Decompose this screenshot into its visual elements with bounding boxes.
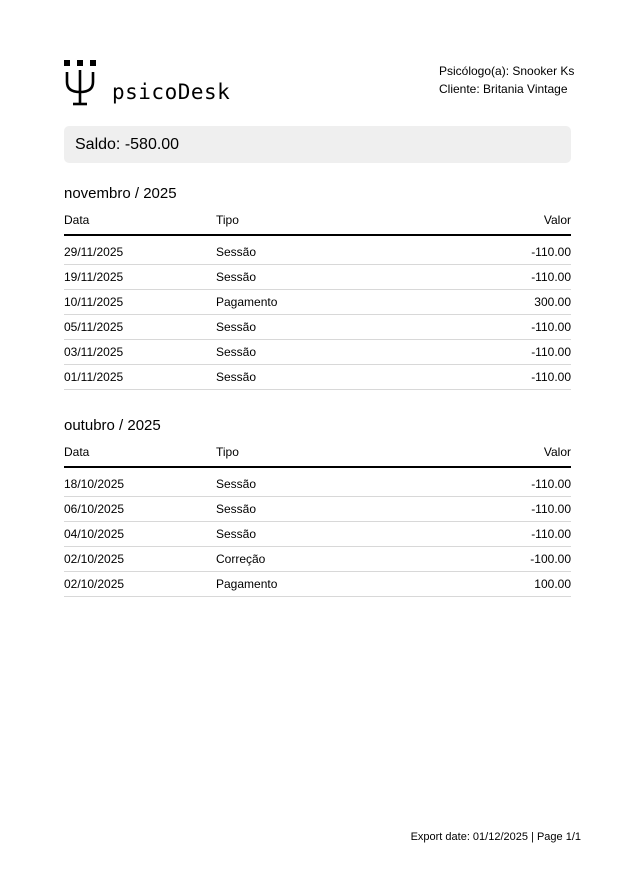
row-value: 300.00 (534, 295, 571, 309)
row-date: 18/10/2025 (64, 477, 125, 491)
row-type: Sessão (216, 270, 257, 284)
row-type: Sessão (216, 345, 257, 359)
table-header (64, 209, 571, 236)
column-header-value: Valor (543, 445, 571, 459)
row-date: 01/11/2025 (64, 370, 124, 384)
row-type: Sessão (216, 370, 257, 384)
brand-name: psicoDesk (112, 80, 231, 104)
table-row (64, 572, 571, 597)
row-type: Pagamento (216, 295, 278, 309)
row-type: Sessão (216, 320, 257, 334)
month-section-november (64, 184, 571, 390)
row-value: -110.00 (531, 320, 571, 334)
table-row (64, 265, 571, 290)
export-footer: Export date: 01/12/2025 | Page 1/1 (410, 831, 581, 843)
table-row (64, 365, 571, 390)
row-date: 06/10/2025 (64, 502, 125, 516)
row-date: 03/11/2025 (64, 345, 124, 359)
row-value: -110.00 (531, 245, 571, 259)
brand-logo (64, 60, 230, 106)
month-section-october (64, 416, 571, 597)
row-value: -110.00 (531, 477, 571, 491)
balance-box (64, 126, 571, 163)
row-date: 02/10/2025 (64, 552, 125, 566)
row-value: -110.00 (531, 527, 571, 541)
row-type: Sessão (216, 477, 257, 491)
table-row (64, 315, 571, 340)
row-type: Sessão (216, 502, 257, 516)
table-row (64, 497, 571, 522)
month-title: outubro / 2025 (64, 417, 161, 434)
row-value: -100.00 (530, 552, 571, 566)
row-date: 02/10/2025 (64, 577, 125, 591)
row-date: 05/11/2025 (64, 320, 124, 334)
table-row (64, 472, 571, 497)
table-row (64, 522, 571, 547)
row-value: -110.00 (531, 345, 571, 359)
client-name: Cliente: Britania Vintage (439, 82, 568, 96)
row-value: -110.00 (531, 370, 571, 384)
header-info (439, 62, 574, 98)
row-date: 19/11/2025 (64, 270, 124, 284)
psychologist-name: Psicólogo(a): Snooker Ks (439, 64, 575, 78)
month-title: novembro / 2025 (64, 185, 177, 202)
column-header-type: Tipo (216, 445, 239, 459)
column-header-value: Valor (543, 213, 571, 227)
table-header (64, 441, 571, 468)
column-header-type: Tipo (216, 213, 239, 227)
row-value: 100.00 (534, 577, 571, 591)
row-date: 29/11/2025 (64, 245, 124, 259)
table-row (64, 547, 571, 572)
row-date: 10/11/2025 (64, 295, 124, 309)
psi-logo-icon (64, 60, 98, 106)
row-date: 04/10/2025 (64, 527, 125, 541)
row-type: Sessão (216, 527, 257, 541)
row-value: -110.00 (531, 502, 571, 516)
table-row (64, 240, 571, 265)
transactions-table (64, 209, 571, 390)
column-header-date: Data (64, 213, 90, 227)
table-row (64, 290, 571, 315)
row-type: Pagamento (216, 577, 278, 591)
row-value: -110.00 (531, 270, 571, 284)
balance-text: Saldo: -580.00 (75, 135, 180, 153)
table-row (64, 340, 571, 365)
row-type: Sessão (216, 245, 257, 259)
column-header-date: Data (64, 445, 90, 459)
transactions-table (64, 441, 571, 597)
row-type: Correção (216, 552, 266, 566)
